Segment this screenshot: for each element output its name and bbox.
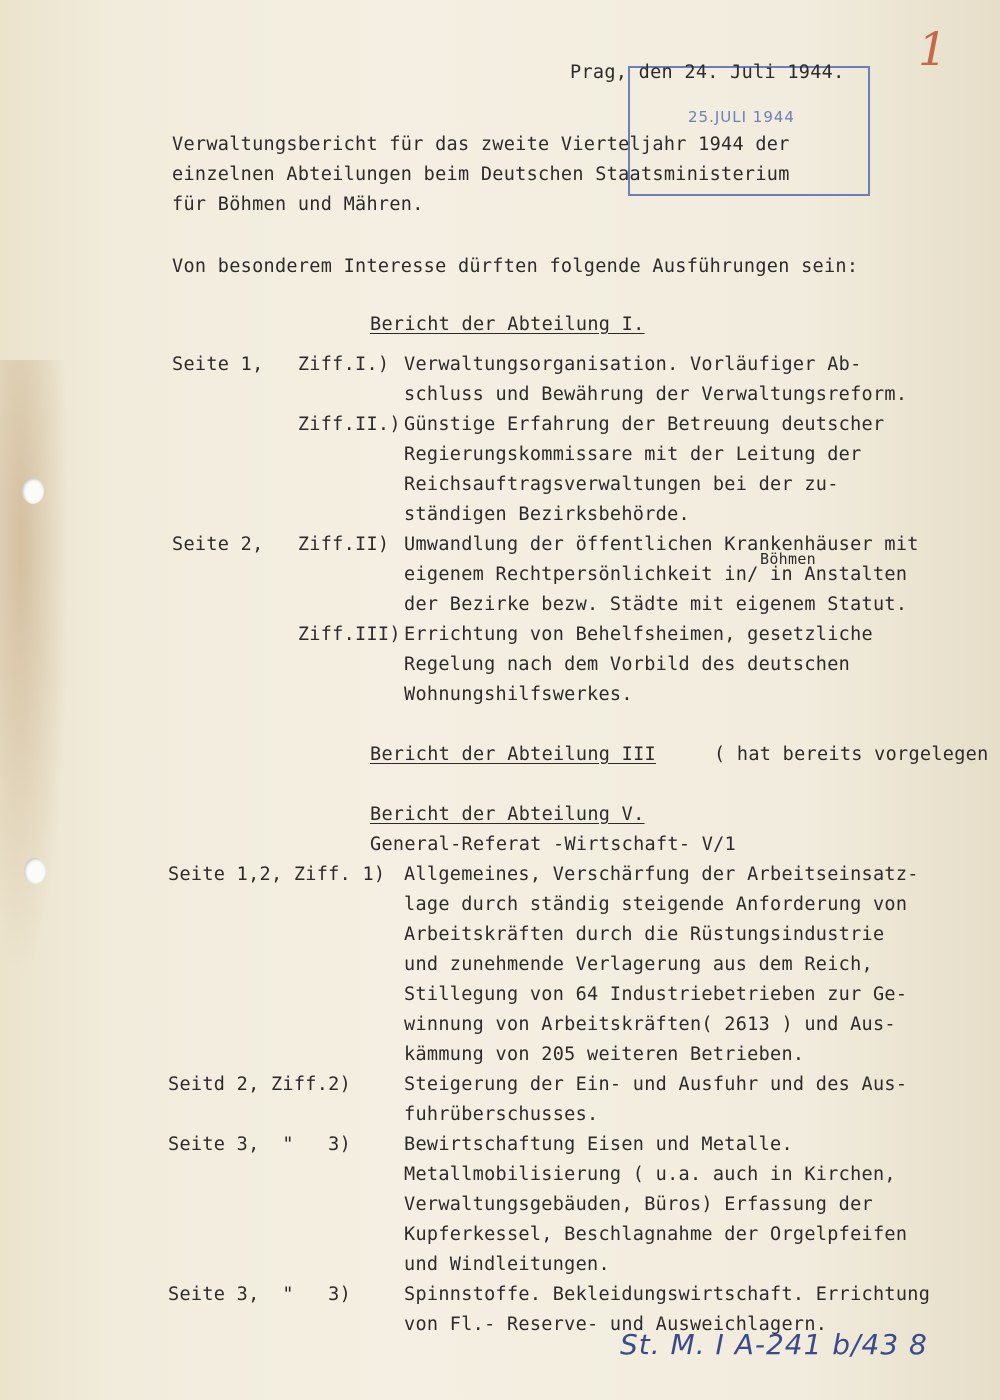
item-line: fuhrüberschusses.	[404, 1104, 599, 1125]
item-line: winnung von Arbeitskräften( 2613 ) und Aus-	[404, 1014, 896, 1035]
item-line: Umwandlung der öffentlichen Krankenhäuser mit	[404, 534, 919, 555]
intro-line-1: Verwaltungsbericht für das zweite Vierteljahr 1944 der	[172, 134, 790, 155]
intro-line-2: einzelnen Abteilungen beim Deutschen Staatsministerium	[172, 164, 790, 185]
item-ref: Seite 1,2, Ziff. 1)	[168, 864, 386, 885]
item-line: Allgemeines, Verschärfung der Arbeitseinsatz-	[404, 864, 919, 885]
punch-hole-top	[22, 478, 44, 504]
item-ref: Seite 2, Ziff.II)	[172, 534, 390, 555]
archive-reference	[620, 1328, 928, 1361]
section-heading-abteilung-1: Bericht der Abteilung I.	[370, 314, 645, 335]
archive-suffix: 8	[909, 1328, 928, 1361]
item-line: Steigerung der Ein- und Ausfuhr und des Aus-	[404, 1074, 908, 1095]
section-heading-abteilung-3: Bericht der Abteilung III	[370, 744, 656, 765]
item-line: Verwaltungsgebäuden, Büros) Erfassung der	[404, 1194, 873, 1215]
handwritten-page-number: 1	[918, 22, 948, 76]
item-line: von Fl.- Reserve- und Ausweichlagern.	[404, 1314, 828, 1335]
item-line: Wohnungshilfswerkes.	[404, 684, 633, 705]
item-line: Günstige Erfahrung der Betreuung deutscher	[404, 414, 885, 435]
item-line: Stillegung von 64 Industriebetrieben zur Ge-	[404, 984, 908, 1005]
item-line: Bewirtschaftung Eisen und Metalle.	[404, 1134, 793, 1155]
item-line: schluss und Bewährung der Verwaltungsreform.	[404, 384, 908, 405]
item-ref: Seitd 2, Ziff.2)	[168, 1074, 352, 1095]
item-line: und Windleitungen.	[404, 1254, 610, 1275]
item-ref: Ziff.II.)	[172, 414, 401, 435]
item-ref: Seite 3, " 3)	[168, 1284, 352, 1305]
item-line: Regelung nach dem Vorbild des deutschen	[404, 654, 851, 675]
item-line: Arbeitskräften durch die Rüstungsindustrie	[404, 924, 885, 945]
item-ref: Seite 1, Ziff.I.)	[172, 354, 390, 375]
handwritten-insertion: Böhmen	[760, 550, 816, 568]
item-line: Reichsauftragsverwaltungen bei der zu-	[404, 474, 839, 495]
item-line: lage durch ständig steigende Anforderung von	[404, 894, 908, 915]
item-line: Regierungskommissare mit der Leitung der	[404, 444, 862, 465]
section-heading-abteilung-5: Bericht der Abteilung V.	[370, 804, 645, 825]
item-line: Metallmobilisierung ( u.a. auch in Kirchen,	[404, 1164, 896, 1185]
intro-line-3: für Böhmen und Mähren.	[172, 194, 424, 215]
item-line: kämmung von 205 weiteren Betrieben.	[404, 1044, 805, 1065]
section-subheading: General-Referat -Wirtschaft- V/1	[370, 834, 737, 855]
section-note: ( hat bereits vorgelegen	[714, 744, 989, 765]
item-line: eigenem Rechtpersönlichkeit in/ in Anstalten	[404, 564, 908, 585]
item-line: Kupferkessel, Beschlagnahme der Orgelpfeifen	[404, 1224, 908, 1245]
item-line: ständigen Bezirksbehörde.	[404, 504, 690, 525]
item-line: der Bezirke bezw. Städte mit eigenem Statut.	[404, 594, 908, 615]
archive-number: I A-241 b/43	[715, 1328, 900, 1361]
item-line: Verwaltungsorganisation. Vorläufiger Ab-	[404, 354, 862, 375]
archive-prefix: St. M.	[620, 1328, 706, 1361]
intro-line-4: Von besonderem Interesse dürften folgende Ausführungen sein:	[172, 256, 859, 277]
item-ref: Ziff.III)	[172, 624, 401, 645]
rust-stain	[0, 360, 70, 980]
item-line: Errichtung von Behelfsheimen, gesetzliche	[404, 624, 873, 645]
date-line: Prag, den 24. Juli 1944.	[570, 62, 845, 83]
item-line: und zunehmende Verlagerung aus dem Reich,	[404, 954, 873, 975]
punch-hole-bottom	[24, 858, 46, 884]
stamp-date: 25.JULI 1944	[688, 108, 795, 126]
item-ref: Seite 3, " 3)	[168, 1134, 352, 1155]
item-line: Spinnstoffe. Bekleidungswirtschaft. Errichtung	[404, 1284, 931, 1305]
